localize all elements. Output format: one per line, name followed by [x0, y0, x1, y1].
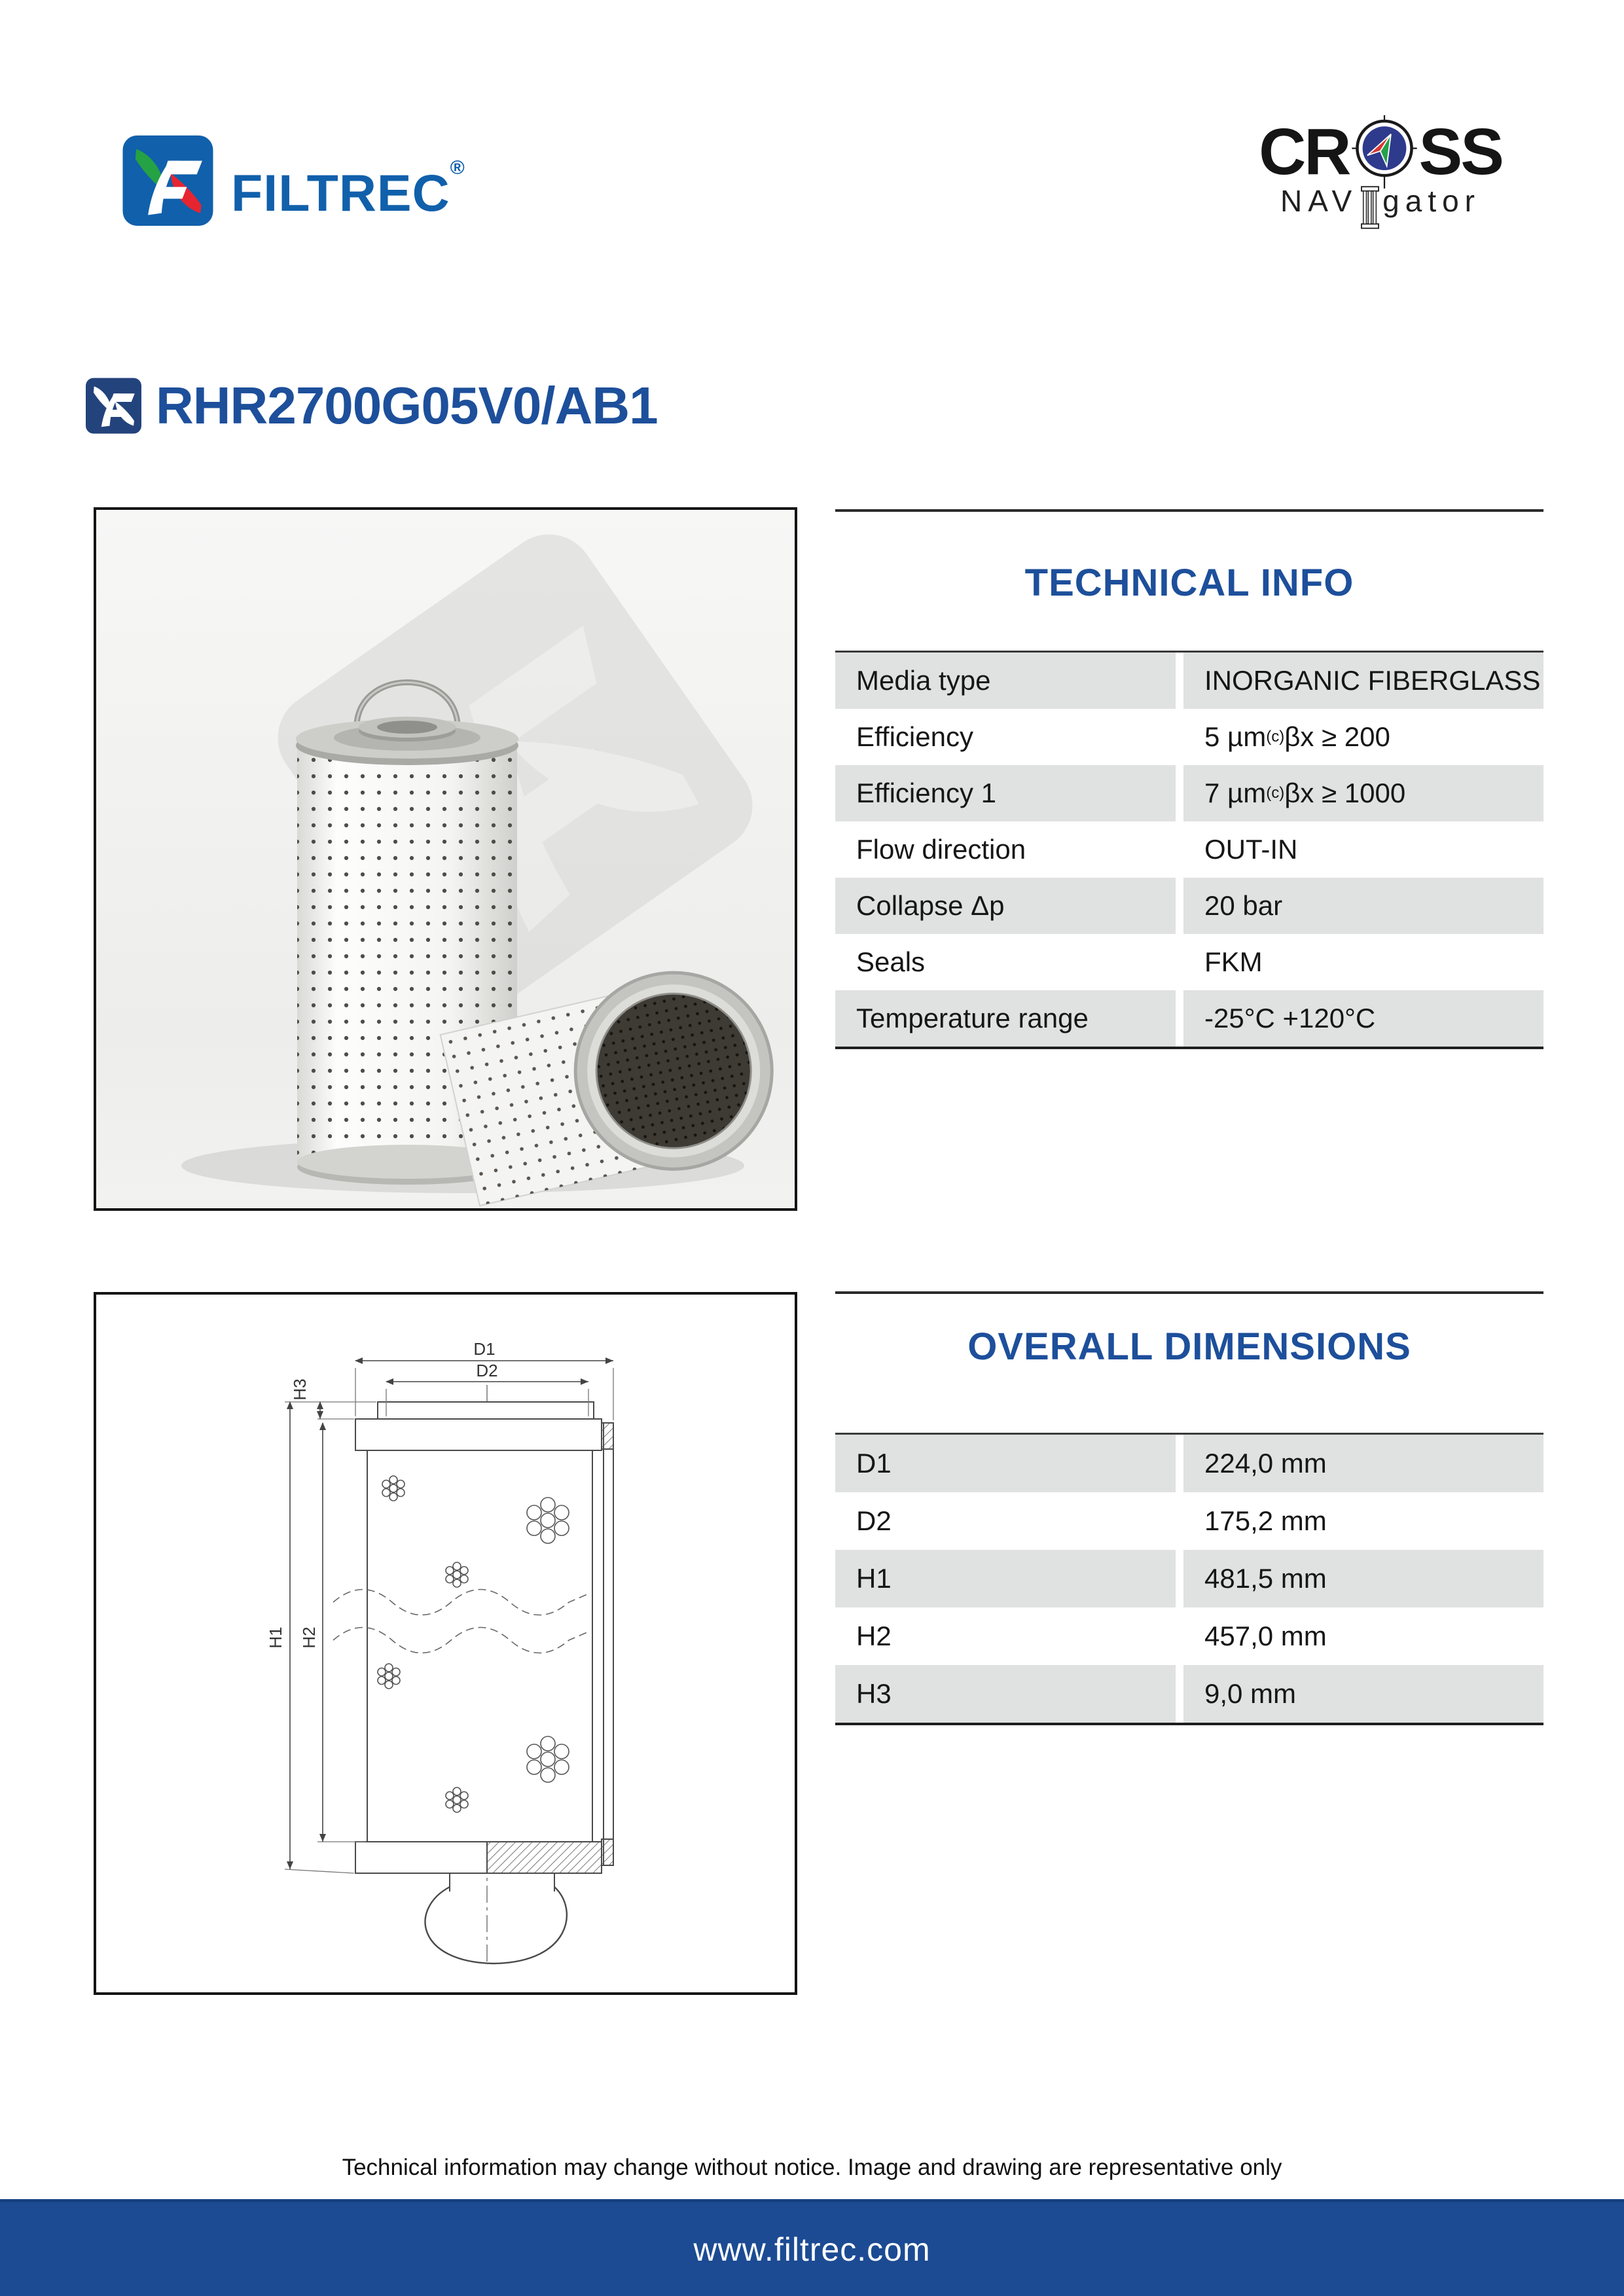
row-label: Efficiency	[835, 709, 1176, 765]
row-value: FKM	[1183, 934, 1543, 990]
filtrec-logo	[122, 123, 465, 238]
row-label: Media type	[835, 653, 1176, 709]
filtrec-logo-icon	[122, 135, 214, 226]
table-row	[835, 1665, 1543, 1723]
table-row	[835, 821, 1543, 878]
row-label: D1	[835, 1435, 1176, 1492]
table-row	[835, 990, 1543, 1047]
cross-logo-ss: SS	[1418, 115, 1502, 188]
row-value: 224,0 mm	[1183, 1435, 1543, 1492]
cross-logo-line1	[1253, 115, 1508, 188]
dim-label-d2: D2	[476, 1361, 498, 1380]
registered-mark: ®	[450, 157, 465, 179]
product-photo	[96, 510, 795, 1208]
row-value: 9,0 mm	[1183, 1665, 1543, 1723]
dim-label-h2: H2	[299, 1626, 319, 1649]
table-row	[835, 765, 1543, 821]
row-label: Collapse Δp	[835, 878, 1176, 934]
row-label: D2	[835, 1492, 1176, 1550]
product-code: RHR2700G05V0/AB1	[156, 376, 658, 435]
table-row	[835, 653, 1543, 709]
row-label: Temperature range	[835, 990, 1176, 1047]
cross-logo-nav: NAV	[1280, 184, 1358, 218]
table-row	[835, 709, 1543, 765]
product-title	[86, 376, 658, 436]
disclaimer-note: Technical information may change without notice. Image and drawing are representative only	[342, 2155, 1282, 2180]
technical-info-table	[835, 651, 1543, 1049]
dim-label-h1: H1	[266, 1626, 285, 1649]
row-value: OUT-IN	[1183, 821, 1543, 878]
section-rule	[835, 509, 1543, 512]
technical-drawing-box	[94, 1292, 797, 1995]
overall-dimensions-title: OVERALL DIMENSIONS	[967, 1325, 1411, 1368]
row-label: Flow direction	[835, 821, 1176, 878]
footer-bar	[0, 2199, 1624, 2296]
compass-icon	[1352, 115, 1417, 188]
row-value: 7 µm (c) βx ≥ 1000	[1183, 765, 1543, 821]
row-value: 481,5 mm	[1183, 1550, 1543, 1607]
row-label: H3	[835, 1665, 1176, 1723]
dim-label-h3: H3	[290, 1378, 310, 1401]
row-label: H1	[835, 1550, 1176, 1607]
pillar-icon	[1361, 185, 1379, 230]
technical-info-section	[835, 509, 1543, 1049]
product-code-icon	[86, 377, 141, 435]
cross-logo-gator: gator	[1382, 184, 1481, 218]
table-row	[835, 1550, 1543, 1607]
row-value: -25°C +120°C	[1183, 990, 1543, 1047]
cross-navigator-logo	[1253, 115, 1508, 224]
website-link[interactable]: www.filtrec.com	[693, 2231, 931, 2268]
cross-logo-cr: CR	[1259, 115, 1350, 188]
row-value: INORGANIC FIBERGLASS	[1183, 653, 1543, 709]
row-value: 175,2 mm	[1183, 1492, 1543, 1550]
table-row	[835, 1435, 1543, 1492]
row-value: 20 bar	[1183, 878, 1543, 934]
dim-label-d1: D1	[473, 1339, 496, 1359]
table-row	[835, 934, 1543, 990]
overall-dimensions-table	[835, 1433, 1543, 1725]
filtrec-logo-text: FILTREC®	[231, 157, 465, 222]
section-rule	[835, 1291, 1543, 1294]
table-row	[835, 1492, 1543, 1550]
technical-info-title: TECHNICAL INFO	[1024, 562, 1354, 604]
row-label: H2	[835, 1607, 1176, 1665]
overall-dimensions-section	[835, 1291, 1543, 1725]
row-label: Efficiency 1	[835, 765, 1176, 821]
row-label: Seals	[835, 934, 1176, 990]
technical-drawing	[96, 1295, 795, 1992]
row-value: 5 µm (c) βx ≥ 200	[1183, 709, 1543, 765]
table-row	[835, 1607, 1543, 1665]
table-row	[835, 878, 1543, 934]
product-photo-box	[94, 507, 797, 1211]
row-value: 457,0 mm	[1183, 1607, 1543, 1665]
